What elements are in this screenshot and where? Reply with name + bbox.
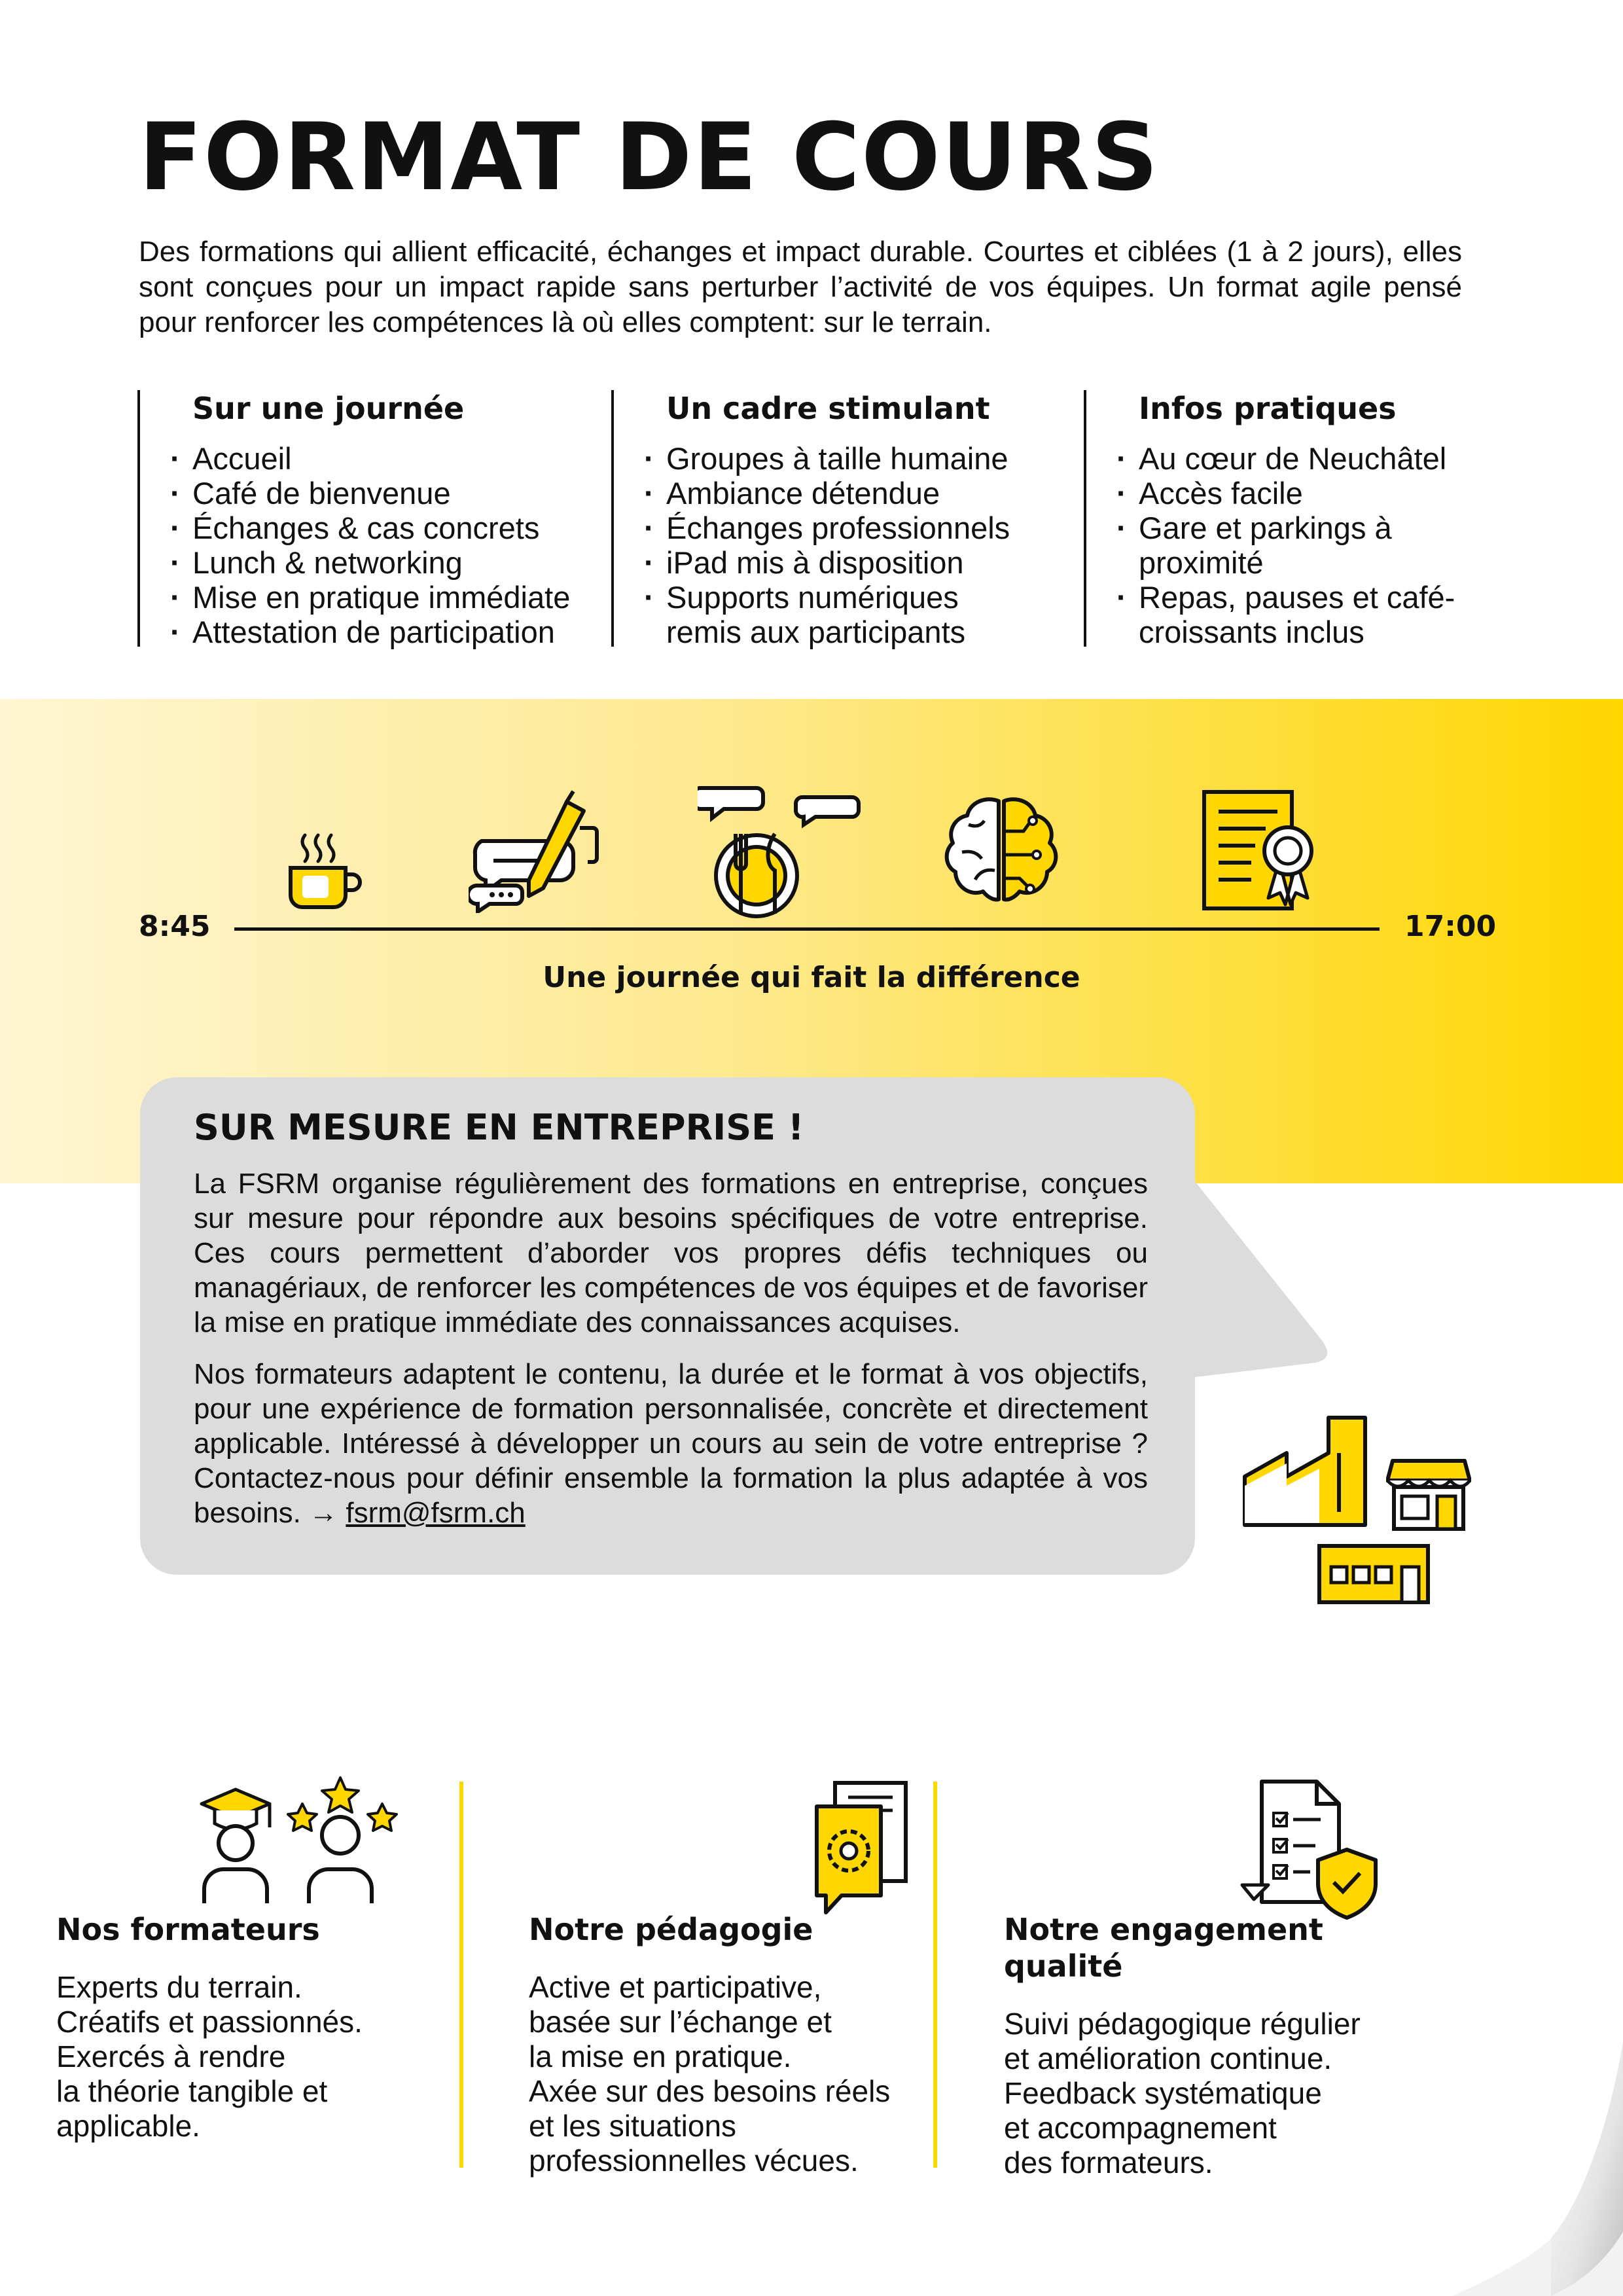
feature-line: Suivi pédagogique régulier [1004, 2007, 1361, 2041]
feature-line: basée sur l’échange et [529, 2005, 832, 2039]
feature-line: et amélioration continue. [1004, 2041, 1332, 2075]
list-item: · Supports numériques remis aux participants [666, 580, 1007, 649]
custom-training-paragraph: La FSRM organise régulièrement des formations en entreprise, conçues sur mesure pour répondre aux besoins spécifiques de votre entreprise. Ces cours permettent d’aborder vos propres défis techniques ou managériaux, de renforcer les compétences de vos équipes et de favoriser la mise en pratique immédiate des connaissances acquises. [194, 1168, 1148, 1338]
list-item: · Échanges & cas concrets [192, 511, 572, 545]
list-item: · Groupes à taille humaine [666, 441, 1046, 476]
feature-line: la théorie tangible et [56, 2074, 328, 2108]
factory-icon [1241, 1414, 1372, 1532]
list-item: · Accueil [192, 441, 572, 476]
column-list [1086, 441, 1492, 649]
feature-line: Feedback systématique [1004, 2076, 1322, 2110]
feature-title: Notre pédagogie [529, 1912, 813, 1947]
custom-training-paragraph [194, 1357, 1148, 1530]
email-link[interactable]: fsrm@fsrm.ch [346, 1497, 526, 1529]
column-setting [611, 390, 1046, 647]
feature-text [529, 1970, 921, 2178]
feature-text [56, 1970, 449, 2144]
column-practical [1084, 390, 1492, 647]
timeline-caption: Une journée qui fait la différence [543, 961, 1080, 994]
timeline-start: 8:45 [139, 910, 211, 943]
coffee-cup-icon [283, 830, 368, 915]
feature-pedagogy [529, 1911, 921, 2178]
page-title: FORMAT DE COURS [139, 103, 1160, 211]
feature-line: la mise en pratique. [529, 2039, 792, 2073]
checklist-shield-icon [1238, 1778, 1382, 1922]
list-item: · Échanges professionnels [666, 511, 1046, 545]
column-title: Infos pratiques [1139, 391, 1397, 426]
feature-trainers [56, 1911, 449, 2144]
certificate-icon [1200, 788, 1325, 912]
feature-text [1004, 2007, 1370, 2180]
list-item: · Repas, pauses et café-croissants inclus [1139, 580, 1479, 649]
feature-line: Créatifs et passionnés. [56, 2005, 363, 2039]
chat-pen-icon [469, 789, 599, 913]
list-item: · Accès facile [1139, 476, 1492, 511]
feature-line: Axée sur des besoins réels [529, 2074, 891, 2108]
feature-line: Experts du terrain. [56, 1970, 302, 2004]
feature-line: Exercés à rendre [56, 2039, 286, 2073]
list-item: · Mise en pratique immédiate [192, 580, 572, 615]
list-item: · Attestation de participation [192, 615, 572, 649]
document-gear-icon [812, 1780, 910, 1918]
page-curl-decoration [1453, 2042, 1623, 2296]
custom-training-content [194, 1107, 1148, 1530]
shop-icon [1386, 1457, 1471, 1533]
list-item: · Gare et parkings à proximité [1139, 511, 1400, 580]
list-item: · Au cœur de Neuchâtel [1139, 441, 1492, 476]
feature-line: et accompagnement [1004, 2111, 1277, 2145]
feature-line: et les situations [529, 2109, 737, 2143]
feature-line: applicable. [56, 2109, 200, 2143]
feature-separator [933, 1782, 937, 2168]
feature-title: Nos formateurs [56, 1912, 320, 1947]
meal-conversation-icon [698, 779, 861, 923]
feature-line: professionnelles vécues. [529, 2144, 859, 2178]
column-list [140, 441, 572, 649]
trainers-stars-icon [196, 1775, 412, 1906]
list-item: · Café de bienvenue [192, 476, 572, 511]
feature-line: des formateurs. [1004, 2145, 1213, 2179]
custom-training-title: SUR MESURE EN ENTREPRISE ! [194, 1107, 804, 1148]
timeline-end: 17:00 [1404, 910, 1497, 943]
brain-icon [942, 792, 1060, 910]
timeline-line [234, 927, 1380, 931]
list-item: · iPad mis à disposition [666, 545, 1046, 580]
feature-line: Active et participative, [529, 1970, 822, 2004]
custom-training-text: Nos formateurs adaptent le contenu, la durée et le format à vos objectifs, pour une expérience de formation personnalisée, concrète et directement applicable. Intéressé à développer un cours au sein de votre entreprise ? Contactez-nous pour définir ensemble la formation la plus adaptée à vos besoins. → [194, 1358, 1148, 1529]
column-title: Sur une journée [192, 391, 465, 426]
column-title: Un cadre stimulant [666, 391, 990, 426]
list-item: · Lunch & networking [192, 545, 572, 580]
column-day [137, 390, 572, 647]
feature-separator [459, 1782, 463, 2168]
column-list [614, 441, 1046, 649]
feature-quality [1004, 1911, 1370, 2180]
intro-paragraph: Des formations qui allient efficacité, échanges et impact durable. Courtes et ciblées (1 à 2 jours), elles sont conçues pour un impact rapide sans perturber l’activité de vos équipes. Un format agile pensé pour renforcer les compétences là où elles comptent: sur le terrain. [139, 236, 1462, 338]
office-building-icon [1317, 1543, 1432, 1606]
list-item: · Ambiance détendue [666, 476, 1046, 511]
feature-title: Notre engagement qualité [1004, 1912, 1323, 1984]
